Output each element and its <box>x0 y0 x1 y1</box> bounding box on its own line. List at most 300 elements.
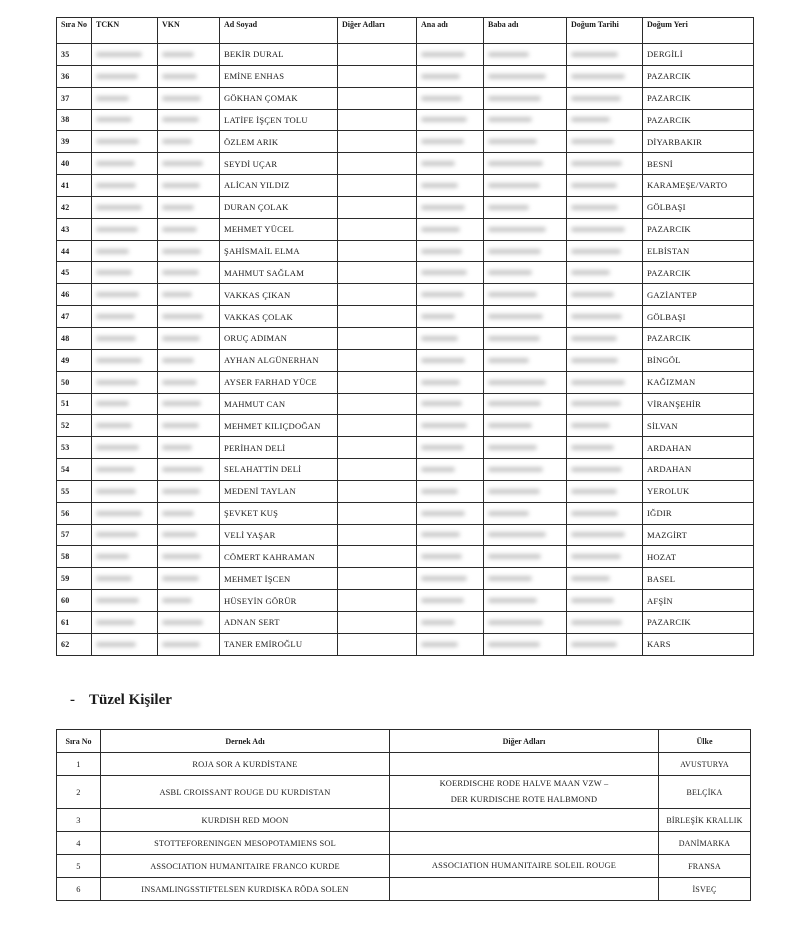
redaction-blur <box>96 620 135 625</box>
redaction-blur <box>571 205 618 210</box>
other-names-cell <box>338 480 417 502</box>
redaction-blur <box>96 467 135 472</box>
redacted-cell <box>92 87 158 109</box>
name-cell: ALİCAN YILDIZ <box>220 175 338 197</box>
name-cell: VAKKAS ÇOLAK <box>220 306 338 328</box>
birthplace-cell: GÖLBAŞI <box>643 196 754 218</box>
redacted-cell <box>567 415 643 437</box>
redacted-cell <box>92 175 158 197</box>
name-cell: MEHMET KILIÇDOĞAN <box>220 415 338 437</box>
redacted-cell <box>484 284 567 306</box>
redaction-blur <box>96 183 136 188</box>
redacted-cell <box>92 218 158 240</box>
redacted-cell <box>92 480 158 502</box>
redaction-blur <box>421 336 458 341</box>
redaction-blur <box>162 598 192 603</box>
redaction-blur <box>421 205 465 210</box>
row-number: 52 <box>57 415 92 437</box>
row-number: 40 <box>57 153 92 175</box>
redaction-blur <box>571 139 614 144</box>
redaction-blur <box>96 205 142 210</box>
birthplace-cell: AFŞİN <box>643 590 754 612</box>
association-name-cell: INSAMLINGSSTIFTELSEN KURDISKA RÖDA SOLEN <box>101 878 390 901</box>
birthplace-cell: BASEL <box>643 568 754 590</box>
table-row <box>57 753 751 776</box>
column-header: Baba adı <box>484 18 567 44</box>
other-names-cell <box>338 109 417 131</box>
redaction-blur <box>488 554 541 559</box>
redacted-cell <box>484 480 567 502</box>
birthplace-cell: KAĞIZMAN <box>643 371 754 393</box>
country-cell <box>659 855 751 878</box>
country-cell <box>659 878 751 901</box>
row-number: 35 <box>57 44 92 66</box>
redacted-cell <box>92 349 158 371</box>
redaction-blur <box>162 380 197 385</box>
name-cell: VELİ YAŞAR <box>220 524 338 546</box>
table-row <box>57 546 754 568</box>
redacted-cell <box>417 284 484 306</box>
table-row <box>57 153 754 175</box>
section-dash: - <box>70 692 75 708</box>
other-names-cell <box>338 349 417 371</box>
name-cell: EMİNE ENHAS <box>220 65 338 87</box>
legal-body <box>57 753 751 901</box>
redaction-blur <box>162 576 199 581</box>
other-names-cell <box>338 175 417 197</box>
redacted-cell <box>484 218 567 240</box>
column-header: Ülke <box>659 730 751 753</box>
redaction-blur <box>96 532 138 537</box>
table-row <box>57 568 754 590</box>
redacted-cell <box>567 590 643 612</box>
redaction-blur <box>571 52 618 57</box>
row-number: 55 <box>57 480 92 502</box>
redaction-blur <box>488 423 532 428</box>
birthplace-cell: PAZARCIK <box>643 109 754 131</box>
name-cell: TANER EMİROĞLU <box>220 633 338 655</box>
redacted-cell <box>92 306 158 328</box>
redacted-cell <box>567 502 643 524</box>
redaction-blur <box>421 401 462 406</box>
name-cell: ORUÇ ADIMAN <box>220 327 338 349</box>
other-name: ASSOCIATION HUMANITAIRE SOLEIL ROUGE <box>431 861 617 870</box>
redaction-blur <box>488 74 546 79</box>
redaction-blur <box>162 52 194 57</box>
redaction-blur <box>421 96 462 101</box>
table-row <box>57 611 754 633</box>
row-number: 50 <box>57 371 92 393</box>
column-header: TCKN <box>92 18 158 44</box>
row-number: 39 <box>57 131 92 153</box>
redaction-blur <box>96 554 129 559</box>
table-row <box>57 218 754 240</box>
other-names-cell <box>338 415 417 437</box>
redaction-blur <box>162 489 200 494</box>
redacted-cell <box>158 196 220 218</box>
row-number: 62 <box>57 633 92 655</box>
redacted-cell <box>92 131 158 153</box>
redaction-blur <box>162 314 203 319</box>
redaction-blur <box>571 270 610 275</box>
redaction-blur <box>488 598 537 603</box>
name-cell: LATİFE İŞÇEN TOLU <box>220 109 338 131</box>
persons-body <box>57 44 754 656</box>
table-row <box>57 109 754 131</box>
redaction-blur <box>96 270 132 275</box>
legal-entities-table <box>56 729 751 901</box>
redaction-blur <box>162 249 201 254</box>
birthplace-cell: DİYARBAKIR <box>643 131 754 153</box>
association-name-cell: ASSOCIATION HUMANITAIRE FRANCO KURDE <box>101 855 390 878</box>
redaction-blur <box>571 183 617 188</box>
redaction-blur <box>488 183 540 188</box>
redacted-cell <box>417 546 484 568</box>
redacted-cell <box>92 415 158 437</box>
redaction-blur <box>421 489 458 494</box>
redacted-cell <box>158 502 220 524</box>
other-names-cell <box>338 590 417 612</box>
redaction-blur <box>421 642 458 647</box>
birthplace-cell: PAZARCIK <box>643 65 754 87</box>
redacted-cell <box>92 502 158 524</box>
redaction-blur <box>488 642 540 647</box>
redaction-blur <box>162 74 197 79</box>
other-names-cell <box>338 262 417 284</box>
name-cell: ÖZLEM ARIK <box>220 131 338 153</box>
redacted-cell <box>484 44 567 66</box>
table-row <box>57 175 754 197</box>
redaction-blur <box>96 511 142 516</box>
redaction-blur <box>96 423 132 428</box>
row-number: 47 <box>57 306 92 328</box>
row-number: 53 <box>57 437 92 459</box>
redacted-cell <box>92 327 158 349</box>
other-names-cell <box>390 809 659 832</box>
table-row <box>57 327 754 349</box>
birthplace-cell: DERGİLİ <box>643 44 754 66</box>
name-cell: MEDENİ TAYLAN <box>220 480 338 502</box>
redacted-cell <box>92 611 158 633</box>
redaction-blur <box>421 183 458 188</box>
redaction-blur <box>162 161 203 166</box>
redacted-cell <box>417 175 484 197</box>
birthplace-cell: HOZAT <box>643 546 754 568</box>
table-row <box>57 459 754 481</box>
birthplace-cell: IĞDIR <box>643 502 754 524</box>
redaction-blur <box>421 292 464 297</box>
redaction-blur <box>162 183 200 188</box>
name-cell: DURAN ÇOLAK <box>220 196 338 218</box>
persons-table <box>56 17 754 656</box>
row-number: 38 <box>57 109 92 131</box>
redacted-cell <box>158 393 220 415</box>
redaction-blur <box>571 249 621 254</box>
row-number: 61 <box>57 611 92 633</box>
row-number: 6 <box>57 878 101 901</box>
redaction-blur <box>162 227 197 232</box>
redacted-cell <box>567 437 643 459</box>
redaction-blur <box>571 642 617 647</box>
redaction-blur <box>96 74 138 79</box>
redaction-blur <box>162 96 201 101</box>
redacted-cell <box>484 568 567 590</box>
redaction-blur <box>571 401 621 406</box>
redaction-blur <box>162 117 199 122</box>
redacted-cell <box>158 437 220 459</box>
redaction-blur <box>488 620 543 625</box>
name-cell: PERİHAN DELİ <box>220 437 338 459</box>
redacted-cell <box>158 44 220 66</box>
redacted-cell <box>417 590 484 612</box>
redaction-blur <box>96 445 139 450</box>
association-name-cell: KURDISH RED MOON <box>101 809 390 832</box>
redacted-cell <box>417 371 484 393</box>
redaction-blur <box>421 423 467 428</box>
redacted-cell <box>92 153 158 175</box>
table-row <box>57 196 754 218</box>
redacted-cell <box>417 393 484 415</box>
birthplace-cell: ARDAHAN <box>643 437 754 459</box>
redaction-blur <box>96 96 129 101</box>
name-cell: AYHAN ALGÜNERHAN <box>220 349 338 371</box>
redaction-blur <box>96 489 136 494</box>
row-number: 48 <box>57 327 92 349</box>
redacted-cell <box>484 437 567 459</box>
redacted-cell <box>158 65 220 87</box>
other-names-cell <box>338 306 417 328</box>
other-names-cell <box>338 524 417 546</box>
redaction-blur <box>488 227 546 232</box>
other-names-cell <box>338 196 417 218</box>
redaction-blur <box>162 620 203 625</box>
redaction-blur <box>488 489 540 494</box>
name-cell: ŞEVKET KUŞ <box>220 502 338 524</box>
birthplace-cell: YEROLUK <box>643 480 754 502</box>
redaction-blur <box>162 642 200 647</box>
redacted-cell <box>567 349 643 371</box>
redacted-cell <box>484 633 567 655</box>
column-header: Diğer Adları <box>390 730 659 753</box>
redaction-blur <box>96 336 136 341</box>
row-number: 59 <box>57 568 92 590</box>
redacted-cell <box>158 459 220 481</box>
country-cell <box>659 809 751 832</box>
country-name: DANİMARKA <box>678 838 731 848</box>
redacted-cell <box>567 611 643 633</box>
redacted-cell <box>158 218 220 240</box>
row-number: 54 <box>57 459 92 481</box>
table-row <box>57 855 751 878</box>
redacted-cell <box>567 480 643 502</box>
redaction-blur <box>96 401 129 406</box>
redacted-cell <box>158 131 220 153</box>
redaction-blur <box>421 117 467 122</box>
association-name-cell: ROJA SOR A KURDİSTANE <box>101 753 390 776</box>
table-row <box>57 371 754 393</box>
redacted-cell <box>484 590 567 612</box>
redacted-cell <box>158 87 220 109</box>
redacted-cell <box>92 284 158 306</box>
redacted-cell <box>567 393 643 415</box>
table-row <box>57 284 754 306</box>
country-name: BİRLEŞİK KRALLIK <box>666 815 743 825</box>
redacted-cell <box>567 459 643 481</box>
redaction-blur <box>571 467 622 472</box>
row-number: 49 <box>57 349 92 371</box>
other-names-cell <box>338 240 417 262</box>
name-cell: HÜSEYİN GÖRÜR <box>220 590 338 612</box>
redaction-blur <box>488 511 529 516</box>
redacted-cell <box>92 262 158 284</box>
redacted-cell <box>417 65 484 87</box>
row-number: 3 <box>57 809 101 832</box>
redacted-cell <box>92 546 158 568</box>
row-number: 43 <box>57 218 92 240</box>
redacted-cell <box>417 131 484 153</box>
table-row <box>57 262 754 284</box>
table-row <box>57 349 754 371</box>
redaction-blur <box>421 52 465 57</box>
row-number: 57 <box>57 524 92 546</box>
redacted-cell <box>417 415 484 437</box>
name-cell: VAKKAS ÇIKAN <box>220 284 338 306</box>
redacted-cell <box>92 590 158 612</box>
column-header: Ad Soyad <box>220 18 338 44</box>
other-names-cell <box>338 44 417 66</box>
table-row <box>57 44 754 66</box>
name-cell: MEHMET YÜCEL <box>220 218 338 240</box>
redacted-cell <box>484 415 567 437</box>
row-number: 46 <box>57 284 92 306</box>
birthplace-cell: GÖLBAŞI <box>643 306 754 328</box>
redacted-cell <box>158 262 220 284</box>
redacted-cell <box>417 611 484 633</box>
table-row <box>57 87 754 109</box>
other-names-cell <box>338 568 417 590</box>
row-number: 2 <box>57 776 101 809</box>
redacted-cell <box>484 524 567 546</box>
redaction-blur <box>421 358 465 363</box>
other-names-cell <box>390 832 659 855</box>
redacted-cell <box>417 437 484 459</box>
redaction-blur <box>96 249 129 254</box>
redaction-blur <box>96 598 139 603</box>
birthplace-cell: BİNGÖL <box>643 349 754 371</box>
persons-header-row <box>57 18 754 44</box>
redacted-cell <box>484 153 567 175</box>
redaction-blur <box>96 117 132 122</box>
row-number: 51 <box>57 393 92 415</box>
birthplace-cell: MAZGİRT <box>643 524 754 546</box>
table-row <box>57 776 751 809</box>
association-name-cell: ASBL CROISSANT ROUGE DU KURDISTAN <box>101 776 390 809</box>
birthplace-cell: ARDAHAN <box>643 459 754 481</box>
redaction-blur <box>488 358 529 363</box>
birthplace-cell: ELBİSTAN <box>643 240 754 262</box>
redacted-cell <box>484 371 567 393</box>
redaction-blur <box>571 554 621 559</box>
other-names-cell <box>338 502 417 524</box>
redaction-blur <box>162 336 200 341</box>
redacted-cell <box>158 327 220 349</box>
redacted-cell <box>417 568 484 590</box>
name-cell: CÖMERT KAHRAMAN <box>220 546 338 568</box>
redaction-blur <box>488 336 540 341</box>
redaction-blur <box>571 292 614 297</box>
birthplace-cell: KARAMEŞE/VARTO <box>643 175 754 197</box>
redacted-cell <box>92 44 158 66</box>
redacted-cell <box>92 524 158 546</box>
redaction-blur <box>162 532 197 537</box>
redacted-cell <box>484 327 567 349</box>
redacted-cell <box>158 633 220 655</box>
redaction-blur <box>96 380 138 385</box>
redaction-blur <box>96 139 139 144</box>
redacted-cell <box>158 568 220 590</box>
column-header: Ana adı <box>417 18 484 44</box>
other-names-cell <box>338 131 417 153</box>
redaction-blur <box>571 358 618 363</box>
table-row <box>57 878 751 901</box>
redaction-blur <box>488 380 546 385</box>
redaction-blur <box>421 467 455 472</box>
table-row <box>57 809 751 832</box>
other-name: KOERDISCHE RODE HALVE MAAN VZW – <box>439 779 609 788</box>
redaction-blur <box>162 401 201 406</box>
column-header: Diğer Adları <box>338 18 417 44</box>
redaction-blur <box>421 380 460 385</box>
redacted-cell <box>484 262 567 284</box>
redacted-cell <box>417 218 484 240</box>
redacted-cell <box>417 524 484 546</box>
column-header: Dernek Adı <box>101 730 390 753</box>
redacted-cell <box>92 459 158 481</box>
table-row <box>57 590 754 612</box>
redaction-blur <box>488 270 532 275</box>
birthplace-cell: SİLVAN <box>643 415 754 437</box>
redacted-cell <box>417 480 484 502</box>
redacted-cell <box>567 568 643 590</box>
name-cell: MAHMUT SAĞLAM <box>220 262 338 284</box>
table-row <box>57 502 754 524</box>
birthplace-cell: GAZİANTEP <box>643 284 754 306</box>
redacted-cell <box>158 524 220 546</box>
redacted-cell <box>92 65 158 87</box>
other-names-cell <box>338 218 417 240</box>
redacted-cell <box>417 633 484 655</box>
redacted-cell <box>158 240 220 262</box>
row-number: 60 <box>57 590 92 612</box>
redaction-blur <box>488 205 529 210</box>
redaction-blur <box>571 620 622 625</box>
column-header: Doğum Tarihi <box>567 18 643 44</box>
redaction-blur <box>421 139 464 144</box>
redacted-cell <box>158 371 220 393</box>
other-names-cell <box>338 284 417 306</box>
table-row <box>57 832 751 855</box>
redaction-blur <box>488 532 546 537</box>
redacted-cell <box>417 349 484 371</box>
redacted-cell <box>158 175 220 197</box>
redacted-cell <box>484 196 567 218</box>
row-number: 45 <box>57 262 92 284</box>
redacted-cell <box>567 153 643 175</box>
redacted-cell <box>567 306 643 328</box>
redacted-cell <box>484 306 567 328</box>
row-number: 42 <box>57 196 92 218</box>
redaction-blur <box>571 380 625 385</box>
